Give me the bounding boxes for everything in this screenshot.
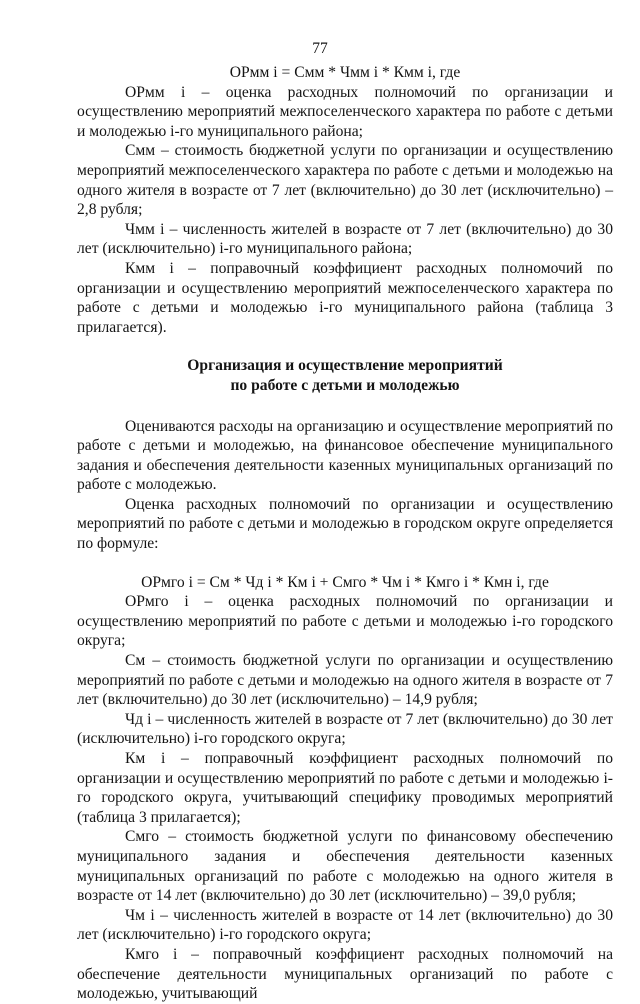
spacer [77,337,613,356]
definition-paragraph: ОРмм i – оценка расходных полномочий по организации и осуществлению мероприятий межпоселенческого характера по работе с детьми и молодежью i-го муниципального района; [77,83,613,140]
definition-paragraph: Смм – стоимость бюджетной услуги по организации и осуществлению мероприятий межпоселенческого характера по работе с детьми и молодежью на одного жителя в возрасте от 7 лет (включительно) до 30 лет (исключительно) – 2,8 рубля; [77,142,613,219]
definition-paragraph: См – стоимость бюджетной услуги по организации и осуществлению мероприятий по работе с детьми и молодежью на одного жителя в возрасте от 7 лет (включительно) до 30 лет (исключительно) – 14,9 рубля; [77,652,613,709]
intro-paragraph: Оценка расходных полномочий по организации и осуществлению мероприятий по работе с детьми и молодежью в городском округе определяется по формуле: [77,495,613,553]
page-number: 77 [312,40,328,57]
formula-or-mgo: ОРмго i = См * Чд i * Км i + Смго * Чм i * Кмго i * Кмн i, где [141,573,549,591]
definition-paragraph: Смго – стоимость бюджетной услуги по финансовому обеспечению муниципального задания и обеспечения деятельности казенных муниципальных организаций по работе с молодежью на одного жителя в возрасте от 14 лет (включительно) до 30 лет (исключительно) – 39,0 рубля; [77,828,613,905]
spacer [77,554,613,573]
intro-paragraph: Оцениваются расходы на организацию и осуществление мероприятий по работе с детьми и молодежью, на финансовое обеспечение муниципального задания и обеспечения деятельности казенных муниципальных организаций по работе с молодежью. [77,417,613,494]
definition-paragraph: Чм i – численность жителей в возрасте от 14 лет (включительно) до 30 лет (исключительно) i-го городского округа; [77,906,613,944]
definition-paragraph: ОРмго i – оценка расходных полномочий по организации и осуществлению мероприятий по работе с детьми и молодежью i-го городского округа; [77,593,613,650]
definition-paragraph: Кмм i – поправочный коэффициент расходных полномочий по организации и осуществлению мероприятий межпоселенческого характера по работе с детьми и молодежью i-го муниципального района (таблица 3 прилагается). [77,259,613,336]
definition-paragraph: Км i – поправочный коэффициент расходных полномочий по организации и осуществлению мероприятий по работе с детьми и молодежью i-го городского округа, учитывающий специфику проводимых мероприятий (таблица 3 прилагается); [77,750,613,826]
definition-paragraph: Чмм i – численность жителей в возрасте от 7 лет (включительно) до 30 лет (исключительно) i-го муниципального района; [77,220,613,258]
spacer [77,396,613,417]
section-heading-line-2: по работе с детьми и молодежью [230,376,460,394]
page-content [77,63,613,1004]
definition-paragraph: Кмго i – поправочный коэффициент расходных полномочий на обеспечение деятельности муниципальных организаций по работе с молодежью, учитывающий [77,945,613,1003]
formula-or-mm: ОРмм i = Смм * Чмм i * Кмм i, где [229,64,461,81]
definition-paragraph: Чд i – численность жителей в возрасте от 7 лет (включительно) до 30 лет (исключительно) i-го городского округа; [77,710,613,748]
section-heading-line-1: Организация и осуществление мероприятий [187,357,503,375]
